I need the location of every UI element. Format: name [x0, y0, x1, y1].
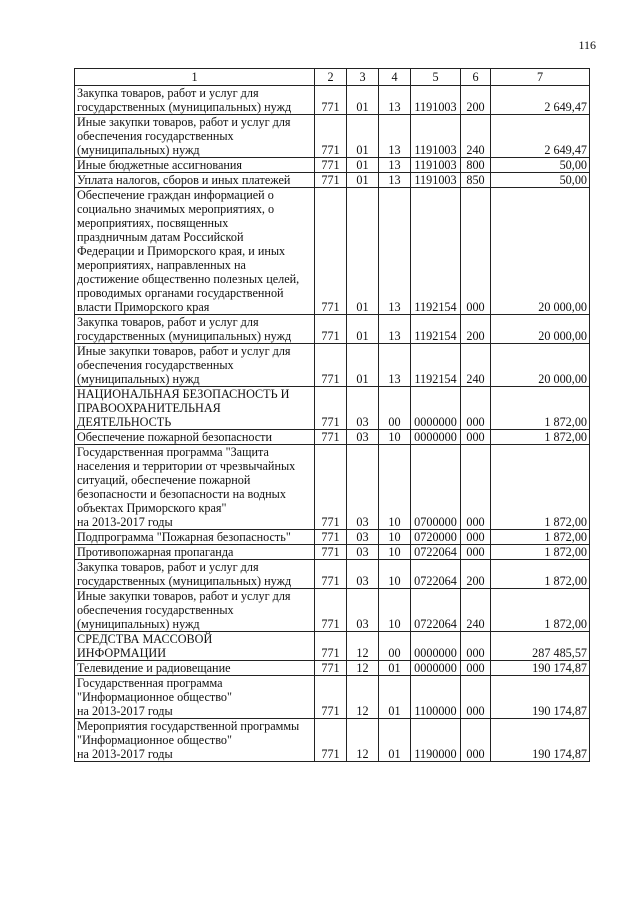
admin-code-cell: 771	[315, 530, 347, 545]
target-code-cell: 1191003	[411, 115, 461, 158]
expense-type-cell: 850	[461, 173, 491, 188]
section-code-cell: 01	[347, 115, 379, 158]
subsection-code-cell: 13	[379, 173, 411, 188]
row-name-cell: Закупка товаров, работ и услуг для государственных (муниципальных) нужд	[75, 315, 315, 344]
section-code-cell: 12	[347, 632, 379, 661]
admin-code-cell: 771	[315, 158, 347, 173]
admin-code-cell: 771	[315, 430, 347, 445]
section-code-cell: 12	[347, 719, 379, 762]
amount-cell: 20 000,00	[491, 315, 590, 344]
row-name-cell: Обеспечение граждан информацией о социально значимых мероприятиях, о мероприятиях, посвященных праздничным датам Российской Федерации и Приморского края, и иных мероприятиях, направленных на достижение общественно полезных целей, проводимых органами государственной власти Приморского края	[75, 188, 315, 315]
row-name-cell: Подпрограмма "Пожарная безопасность"	[75, 530, 315, 545]
expense-type-cell: 240	[461, 589, 491, 632]
table-header-row	[75, 69, 590, 86]
subsection-code-cell: 10	[379, 589, 411, 632]
amount-cell: 1 872,00	[491, 530, 590, 545]
row-name-cell: НАЦИОНАЛЬНАЯ БЕЗОПАСНОСТЬ И ПРАВООХРАНИТЕЛЬНАЯ ДЕЯТЕЛЬНОСТЬ	[75, 387, 315, 430]
target-code-cell: 1192154	[411, 315, 461, 344]
table-row	[75, 158, 590, 173]
expense-type-cell: 000	[461, 530, 491, 545]
header-cell: 2	[315, 69, 347, 86]
subsection-code-cell: 01	[379, 719, 411, 762]
amount-cell: 1 872,00	[491, 387, 590, 430]
target-code-cell: 0722064	[411, 589, 461, 632]
amount-cell: 2 649,47	[491, 115, 590, 158]
target-code-cell: 0722064	[411, 560, 461, 589]
table-row	[75, 589, 590, 632]
admin-code-cell: 771	[315, 589, 347, 632]
admin-code-cell: 771	[315, 445, 347, 530]
target-code-cell: 0000000	[411, 430, 461, 445]
subsection-code-cell: 00	[379, 632, 411, 661]
amount-cell: 190 174,87	[491, 719, 590, 762]
admin-code-cell: 771	[315, 115, 347, 158]
target-code-cell: 0000000	[411, 661, 461, 676]
subsection-code-cell: 10	[379, 430, 411, 445]
amount-cell: 1 872,00	[491, 560, 590, 589]
expense-type-cell: 000	[461, 661, 491, 676]
amount-cell: 287 485,57	[491, 632, 590, 661]
budget-table	[74, 68, 590, 762]
admin-code-cell: 771	[315, 719, 347, 762]
table-row	[75, 560, 590, 589]
section-code-cell: 03	[347, 589, 379, 632]
amount-cell: 1 872,00	[491, 430, 590, 445]
subsection-code-cell: 13	[379, 344, 411, 387]
expense-type-cell: 000	[461, 387, 491, 430]
section-code-cell: 03	[347, 560, 379, 589]
amount-cell: 1 872,00	[491, 545, 590, 560]
section-code-cell: 01	[347, 188, 379, 315]
expense-type-cell: 000	[461, 188, 491, 315]
section-code-cell: 01	[347, 158, 379, 173]
row-name-cell: Закупка товаров, работ и услуг для государственных (муниципальных) нужд	[75, 86, 315, 115]
header-cell: 7	[491, 69, 590, 86]
section-code-cell: 03	[347, 387, 379, 430]
admin-code-cell: 771	[315, 545, 347, 560]
header-cell: 6	[461, 69, 491, 86]
table-row	[75, 315, 590, 344]
amount-cell: 190 174,87	[491, 661, 590, 676]
page-number: 116	[578, 38, 596, 52]
row-name-cell: Государственная программа "Защита населения и территории от чрезвычайных ситуаций, обеспечение пожарной безопасности и безопасности на водных объектах Приморского края" на 2013-2017 годы	[75, 445, 315, 530]
row-name-cell: Мероприятия государственной программы "Информационное общество" на 2013-2017 годы	[75, 719, 315, 762]
subsection-code-cell: 01	[379, 661, 411, 676]
table-row	[75, 86, 590, 115]
admin-code-cell: 771	[315, 344, 347, 387]
target-code-cell: 0000000	[411, 387, 461, 430]
row-name-cell: Иные закупки товаров, работ и услуг для обеспечения государственных (муниципальных) нужд	[75, 344, 315, 387]
row-name-cell: Иные закупки товаров, работ и услуг для обеспечения государственных (муниципальных) нужд	[75, 115, 315, 158]
amount-cell: 190 174,87	[491, 676, 590, 719]
subsection-code-cell: 13	[379, 188, 411, 315]
table-row	[75, 387, 590, 430]
table-row	[75, 530, 590, 545]
target-code-cell: 0000000	[411, 632, 461, 661]
table-row	[75, 661, 590, 676]
header-cell: 5	[411, 69, 461, 86]
amount-cell: 50,00	[491, 158, 590, 173]
admin-code-cell: 771	[315, 560, 347, 589]
header-cell: 1	[75, 69, 315, 86]
subsection-code-cell: 13	[379, 115, 411, 158]
table-row	[75, 632, 590, 661]
admin-code-cell: 771	[315, 632, 347, 661]
expense-type-cell: 000	[461, 545, 491, 560]
section-code-cell: 01	[347, 344, 379, 387]
section-code-cell: 03	[347, 430, 379, 445]
subsection-code-cell: 13	[379, 86, 411, 115]
row-name-cell: СРЕДСТВА МАССОВОЙ ИНФОРМАЦИИ	[75, 632, 315, 661]
expense-type-cell: 000	[461, 430, 491, 445]
section-code-cell: 01	[347, 315, 379, 344]
expense-type-cell: 000	[461, 632, 491, 661]
table-row	[75, 173, 590, 188]
expense-type-cell: 000	[461, 719, 491, 762]
expense-type-cell: 000	[461, 676, 491, 719]
admin-code-cell: 771	[315, 188, 347, 315]
amount-cell: 50,00	[491, 173, 590, 188]
table-row	[75, 719, 590, 762]
amount-cell: 1 872,00	[491, 589, 590, 632]
subsection-code-cell: 10	[379, 445, 411, 530]
admin-code-cell: 771	[315, 86, 347, 115]
section-code-cell: 03	[347, 445, 379, 530]
admin-code-cell: 771	[315, 315, 347, 344]
amount-cell: 20 000,00	[491, 188, 590, 315]
row-name-cell: Закупка товаров, работ и услуг для государственных (муниципальных) нужд	[75, 560, 315, 589]
amount-cell: 2 649,47	[491, 86, 590, 115]
target-code-cell: 1100000	[411, 676, 461, 719]
row-name-cell: Обеспечение пожарной безопасности	[75, 430, 315, 445]
admin-code-cell: 771	[315, 676, 347, 719]
table-row	[75, 344, 590, 387]
target-code-cell: 0722064	[411, 545, 461, 560]
admin-code-cell: 771	[315, 173, 347, 188]
target-code-cell: 1191003	[411, 86, 461, 115]
expense-type-cell: 240	[461, 115, 491, 158]
table-row	[75, 188, 590, 315]
section-code-cell: 01	[347, 86, 379, 115]
table-row	[75, 676, 590, 719]
row-name-cell: Государственная программа "Информационное общество" на 2013-2017 годы	[75, 676, 315, 719]
target-code-cell: 1192154	[411, 344, 461, 387]
expense-type-cell: 000	[461, 445, 491, 530]
subsection-code-cell: 10	[379, 560, 411, 589]
expense-type-cell: 200	[461, 315, 491, 344]
subsection-code-cell: 13	[379, 158, 411, 173]
row-name-cell: Иные закупки товаров, работ и услуг для обеспечения государственных (муниципальных) нужд	[75, 589, 315, 632]
header-cell: 3	[347, 69, 379, 86]
section-code-cell: 12	[347, 676, 379, 719]
section-code-cell: 12	[347, 661, 379, 676]
target-code-cell: 1192154	[411, 188, 461, 315]
section-code-cell: 03	[347, 545, 379, 560]
target-code-cell: 1191003	[411, 158, 461, 173]
target-code-cell: 1191003	[411, 173, 461, 188]
expense-type-cell: 200	[461, 86, 491, 115]
expense-type-cell: 200	[461, 560, 491, 589]
header-cell: 4	[379, 69, 411, 86]
row-name-cell: Уплата налогов, сборов и иных платежей	[75, 173, 315, 188]
row-name-cell: Телевидение и радиовещание	[75, 661, 315, 676]
subsection-code-cell: 10	[379, 530, 411, 545]
row-name-cell: Иные бюджетные ассигнования	[75, 158, 315, 173]
expense-type-cell: 800	[461, 158, 491, 173]
target-code-cell: 0720000	[411, 530, 461, 545]
subsection-code-cell: 10	[379, 545, 411, 560]
admin-code-cell: 771	[315, 387, 347, 430]
subsection-code-cell: 13	[379, 315, 411, 344]
section-code-cell: 01	[347, 173, 379, 188]
subsection-code-cell: 01	[379, 676, 411, 719]
expense-type-cell: 240	[461, 344, 491, 387]
admin-code-cell: 771	[315, 661, 347, 676]
table-row	[75, 445, 590, 530]
row-name-cell: Противопожарная пропаганда	[75, 545, 315, 560]
section-code-cell: 03	[347, 530, 379, 545]
target-code-cell: 0700000	[411, 445, 461, 530]
target-code-cell: 1190000	[411, 719, 461, 762]
subsection-code-cell: 00	[379, 387, 411, 430]
amount-cell: 1 872,00	[491, 445, 590, 530]
table-row	[75, 430, 590, 445]
table-row	[75, 545, 590, 560]
amount-cell: 20 000,00	[491, 344, 590, 387]
table-row	[75, 115, 590, 158]
